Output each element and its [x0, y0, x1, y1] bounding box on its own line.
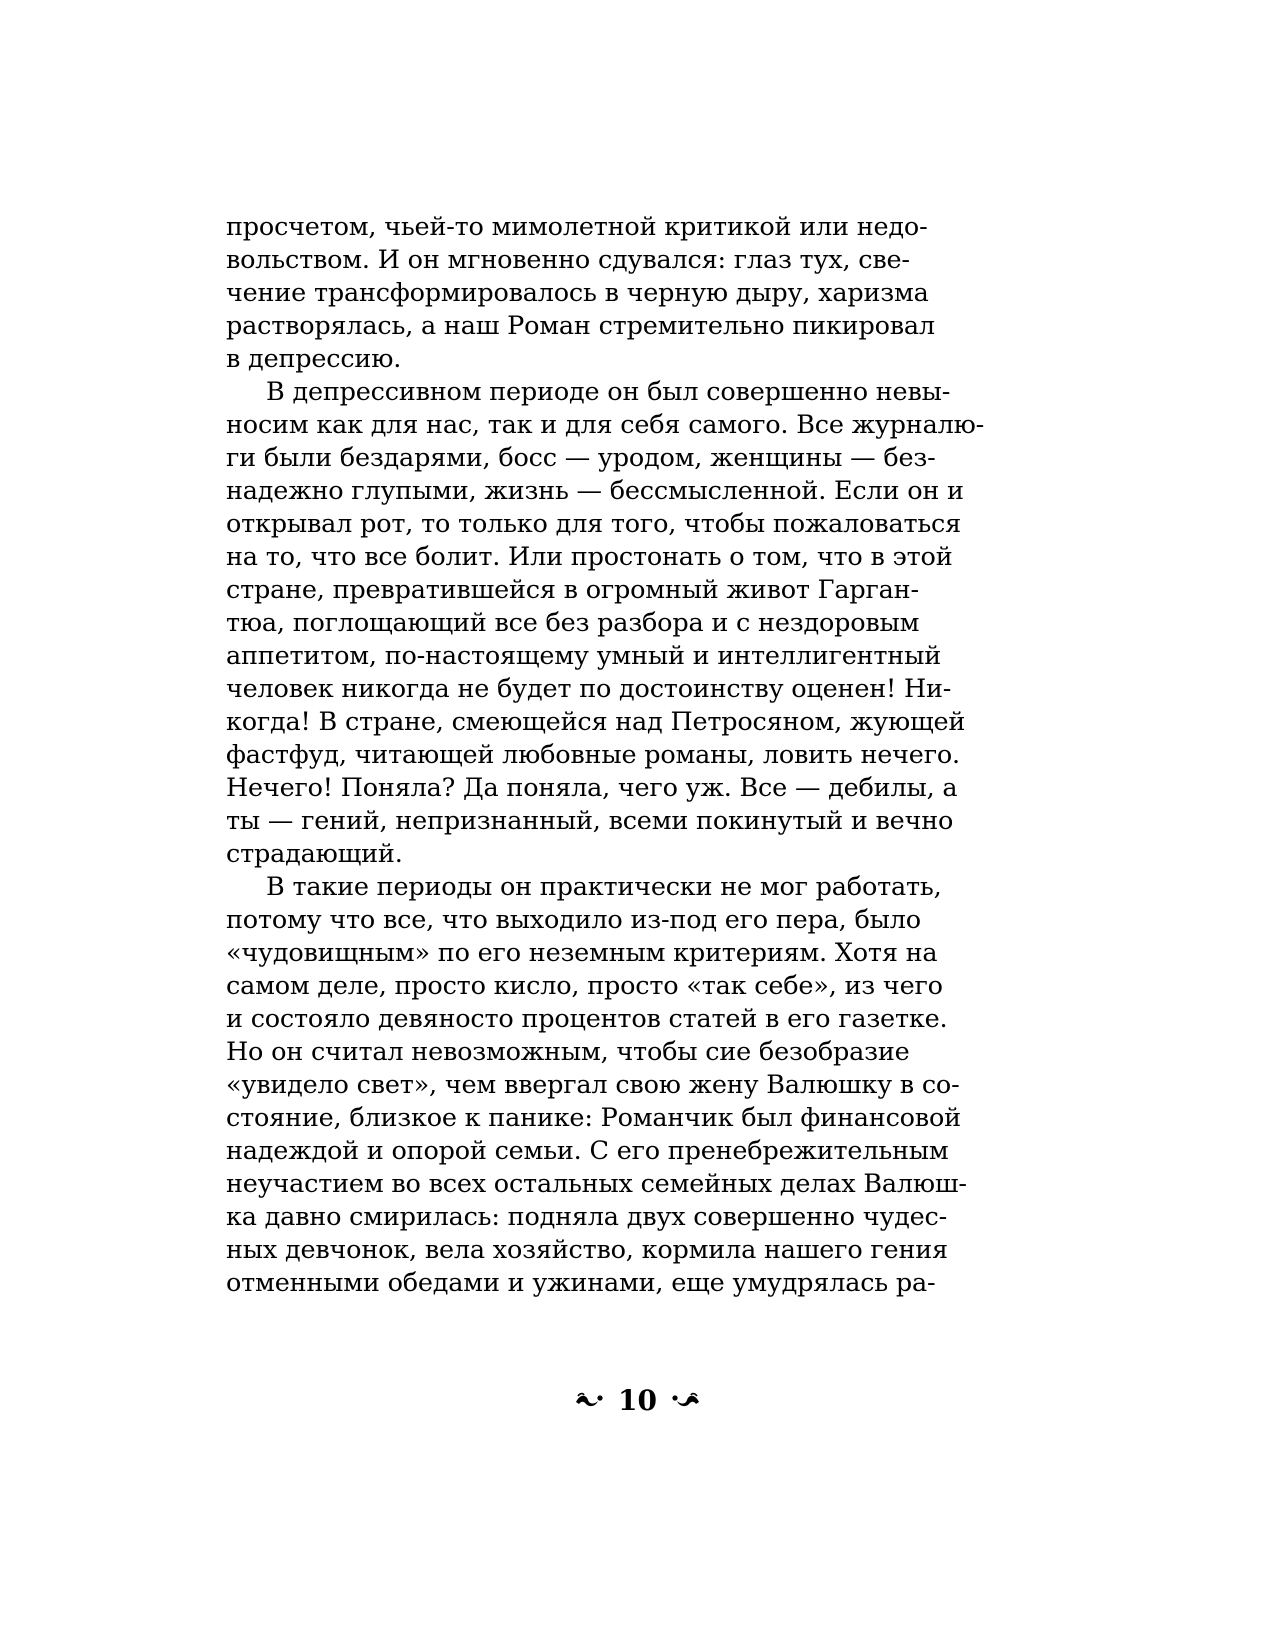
text-line: отменными обедами и ужинами, еще умудрялась ра- [226, 1268, 936, 1298]
text-line: неучастием во всех остальных семейных делах Валюш- [226, 1169, 967, 1199]
text-line: Нечего! Поняла? Да поняла, чего уж. Все — дебилы, а [226, 773, 958, 803]
paragraph-2 [226, 376, 985, 871]
text-line: носим как для нас, так и для себя самого. Все журналю- [226, 410, 985, 440]
text-line: в депрессию. [226, 344, 402, 374]
text-line: просчетом, чьей-то мимолетной критикой или недо- [226, 212, 928, 242]
text-line: ты — гений, непризнанный, всеми покинутый и вечно [226, 806, 954, 836]
text-line: ка давно смирилась: подняла двух совершенно чудес- [226, 1202, 948, 1232]
text-line: растворялась, а наш Роман стремительно пикировал [226, 311, 935, 341]
ornament-right-icon [671, 1386, 701, 1416]
text-line: и состояло девяносто процентов статей в его газетке. [226, 1004, 948, 1034]
ornament-left-icon [574, 1386, 604, 1416]
text-line: аппетитом, по-настоящему умный и интеллигентный [226, 641, 941, 671]
text-line: потому что все, что выходило из-под его пера, было [226, 905, 921, 935]
paragraph-3 [226, 871, 967, 1300]
text-line: надеждой и опорой семьи. С его пренебрежительным [226, 1136, 949, 1166]
text-line: на то, что все болит. Или простонать о том, что в этой [226, 542, 953, 572]
text-line: «чудовищным» по его неземным критериям. Хотя на [226, 938, 938, 968]
text-line: страдающий. [226, 839, 403, 869]
text-line: «увидело свет», чем ввергал свою жену Валюшку в со- [226, 1070, 960, 1100]
paragraph-1 [226, 211, 935, 376]
text-line: В депрессивном периоде он был совершенно невы- [266, 377, 951, 407]
page-number-folio [0, 1384, 1275, 1416]
text-line: ги были бездарями, босс — уродом, женщины — без- [226, 443, 936, 473]
text-line: надежно глупыми, жизнь — бессмысленной. Если он и [226, 476, 964, 506]
text-line: В такие периоды он практически не мог работать, [266, 872, 942, 902]
text-line: фастфуд, читающей любовные романы, ловить нечего. [226, 740, 960, 770]
text-line: ных девчонок, вела хозяйство, кормила нашего гения [226, 1235, 948, 1265]
text-line: тюа, поглощающий все без разбора и с нездоровым [226, 608, 920, 638]
text-line: вольством. И он мгновенно сдувался: глаз тух, све- [226, 245, 910, 275]
text-line: стояние, близкое к панике: Романчик был финансовой [226, 1103, 961, 1133]
body-text [226, 211, 985, 1300]
text-line: самом деле, просто кисло, просто «так себе», из чего [226, 971, 943, 1001]
text-line: открывал рот, то только для того, чтобы пожаловаться [226, 509, 962, 539]
text-line: когда! В стране, смеющейся над Петросяном, жующей [226, 707, 966, 737]
page-number: 10 [618, 1383, 657, 1417]
text-line: Но он считал невозможным, чтобы сие безобразие [226, 1037, 910, 1067]
text-line: стране, превратившейся в огромный живот Гарган- [226, 575, 919, 605]
text-line: чение трансформировалось в черную дыру, харизма [226, 278, 929, 308]
text-line: человек никогда не будет по достоинству оценен! Ни- [226, 674, 952, 704]
